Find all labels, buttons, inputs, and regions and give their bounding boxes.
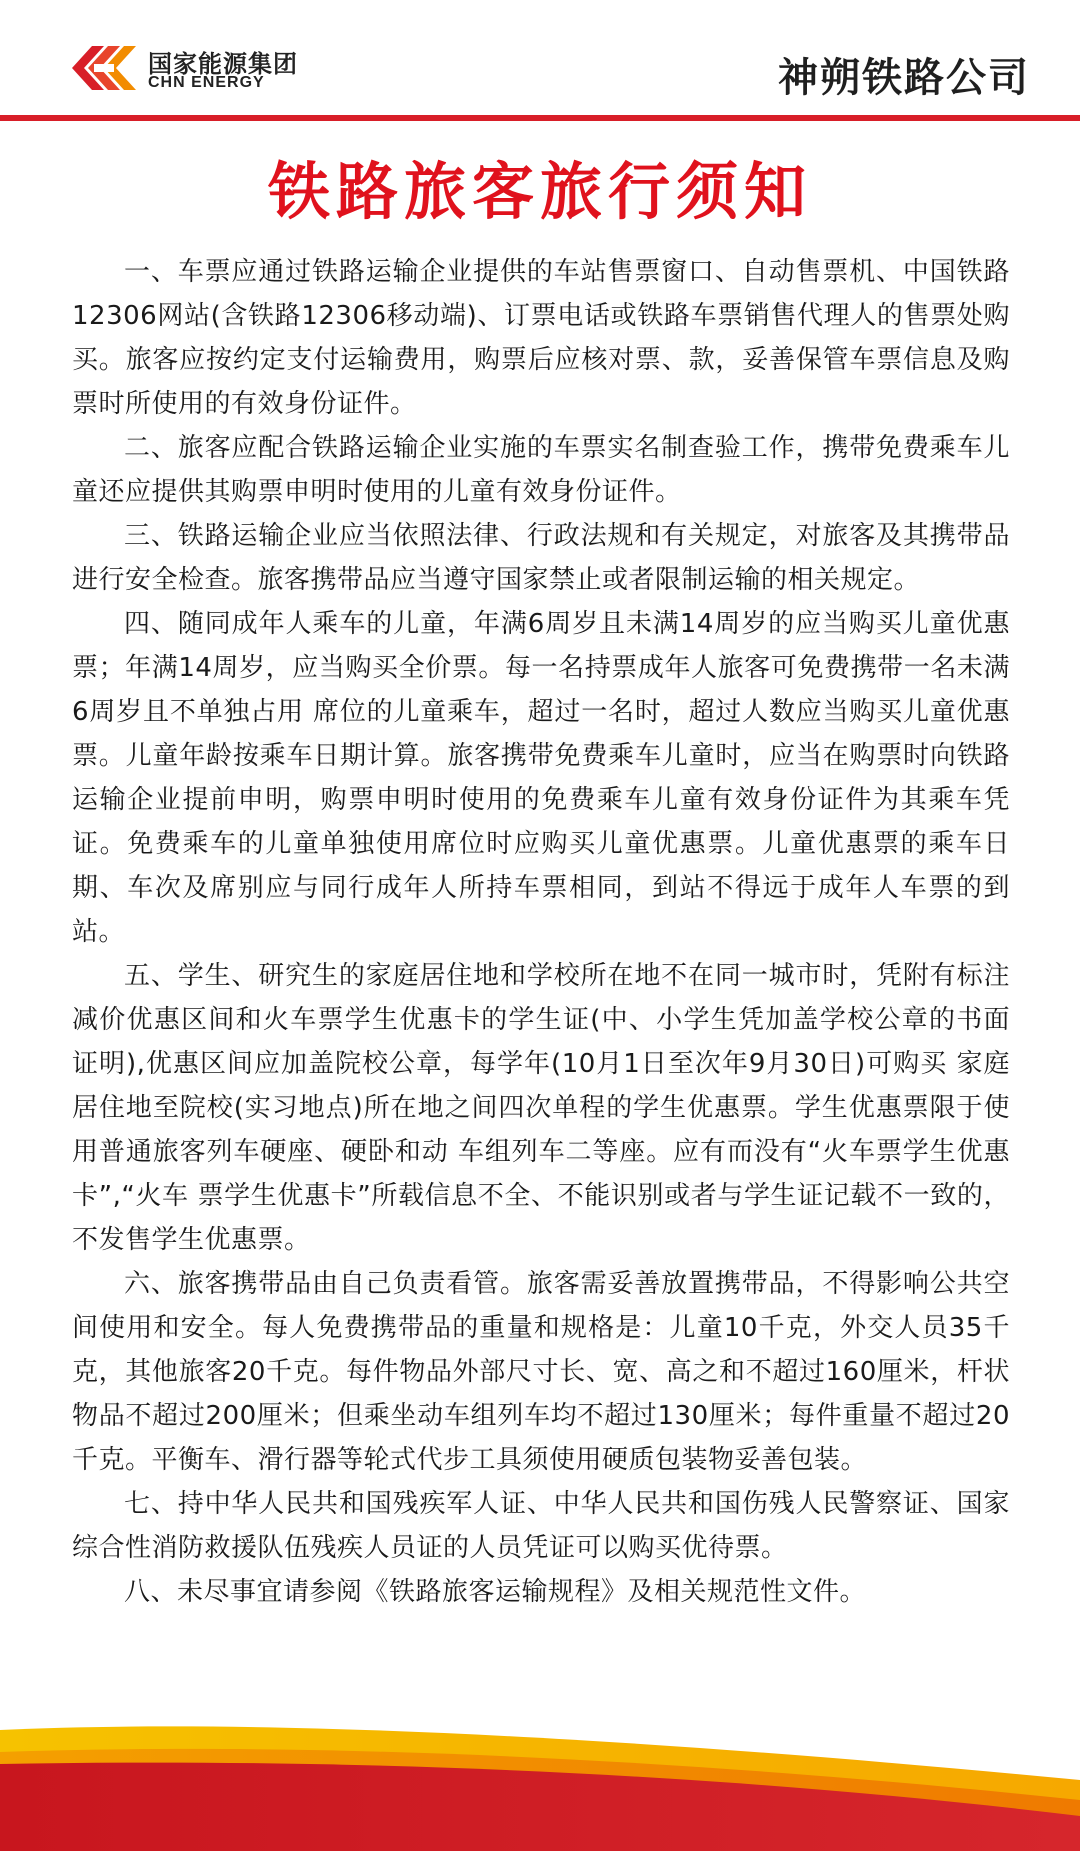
header-divider: [0, 115, 1080, 121]
notice-paragraph-1: 一、车票应通过铁路运输企业提供的车站售票窗口、自动售票机、中国铁路12306网站(含铁路12306移动端)、订票电话或铁路车票销售代理人的售票处购买。旅客应按约定支付运输费用，购票后应核对票、款，妥善保管车票信息及购票时所使用的有效身份证件。: [72, 257, 1010, 419]
notice-paragraph-7: 七、持中华人民共和国残疾军人证、中华人民共和国伤残人民警察证、国家综合性消防救援队伍残疾人员证的人员凭证可以购买优待票。: [72, 1489, 1010, 1563]
notice-paragraph-6: 六、旅客携带品由自己负责看管。旅客需妥善放置携带品，不得影响公共空间使用和安全。每人免费携带品的重量和规格是：儿童10千克，外交人员35千克，其他旅客20千克。每件物品外部尺寸长、宽、高之和不超过160厘米，杆状物品不超过200厘米；但乘坐动车组列车均不超过130厘米；每件重量不超过20千克。平衡车、滑行器等轮式代步工具须使用硬质包装物妥善包装。: [72, 1269, 1010, 1475]
header: [0, 0, 1080, 118]
notice-paragraph-5: 五、学生、研究生的家庭居住地和学校所在地不在同一城市时，凭附有标注减价优惠区间和火车票学生优惠卡的学生证(中、小学生凭加盖学校公章的书面证明),优惠区间应加盖院校公章，每学年(10月1日至次年9月30日)可购买 家庭居住地至院校(实习地点)所在地之间四次单程的学生优惠票。学生优惠票限于使用普通旅客列车硬座、硬卧和动 车组列车二等座。应有而没有“火车票学生优惠卡”,“火车 票学生优惠卡”所载信息不全、不能识别或者与学生证记载不一致的，不发售学生优惠票。: [72, 961, 1010, 1255]
notice-paragraph-4: 四、随同成年人乘车的儿童，年满6周岁且未满14周岁的应当购买儿童优惠票；年满14周岁，应当购买全价票。每一名持票成年人旅客可免费携带一名未满6周岁且不单独占用 席位的儿童乘车，超过一名时，超过人数应当购买儿童优惠票。儿童年龄按乘车日期计算。旅客携带免费乘车儿童时，应当在购票时向铁路运输企业提前申明，购票申明时使用的免费乘车儿童有效身份证件为其乘车凭证。免费乘车的儿童单独使用席位时应购买儿童优惠票。儿童优惠票的乘车日期、车次及席别应与同行成年人所持车票相同，到站不得远于成年人车票的到站。: [72, 609, 1010, 947]
notice-title: 铁路旅客旅行须知: [267, 155, 812, 228]
logo-english-name: CHN ENERGY: [148, 74, 265, 91]
chn-energy-logo-mark-icon: [68, 40, 140, 96]
footer-wave-decoration: [0, 1700, 1080, 1851]
chn-energy-logo: [68, 40, 368, 100]
logo-chinese-name: 国家能源集团: [148, 50, 298, 78]
notice-paragraph-2: 二、旅客应配合铁路运输企业实施的车票实名制查验工作，携带免费乘车儿童还应提供其购票申明时使用的儿童有效身份证件。: [72, 433, 1010, 507]
notice-paragraph-3: 三、铁路运输企业应当依照法律、行政法规和有关规定，对旅客及其携带品进行安全检查。旅客携带品应当遵守国家禁止或者限制运输的相关规定。: [72, 521, 1010, 595]
notice-body: [72, 250, 1010, 1614]
notice-paragraph-8: 八、未尽事宜请参阅《铁路旅客运输规程》及相关规范性文件。: [124, 1577, 867, 1607]
company-name: 神朔铁路公司: [778, 55, 1030, 101]
